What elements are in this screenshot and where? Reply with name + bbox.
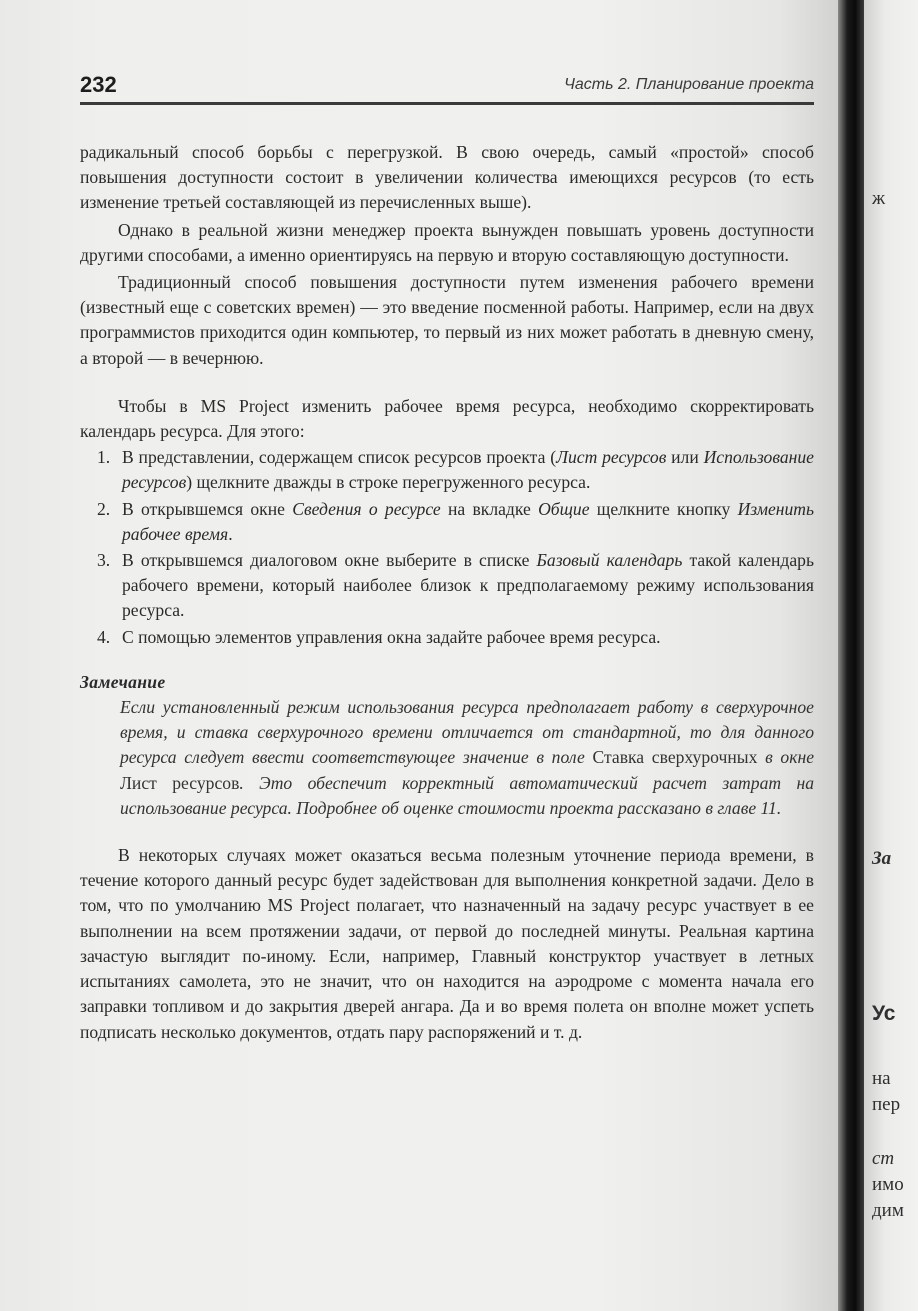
list-item [122, 445, 814, 495]
note-text-a: Если установленный режим использования ресурса предполагает работу в сверхурочное время, и ставка сверхурочного времени отличается от стандартной, то для данного ресурса следует ввести соответствующее значение в поле [120, 697, 814, 768]
step-1-term-b: Использование ресурсов [122, 447, 814, 493]
note-field-name: Ставка сверхурочных [592, 747, 758, 768]
note-text-c: . Это обеспечит корректный автоматический расчет затрат на использование ресурса. Подробнее об оценке стоимости проекта рассказано в главе 11. [120, 772, 814, 818]
step-1-text-b: или [666, 447, 704, 468]
step-3-term-a: Базовый календарь [536, 550, 683, 571]
paragraph-5: В некоторых случаях может оказаться весьма полезным уточнение периода времени, в течение которого данный ресурс будет задействован для выполнения конкретной задачи. Дело в том, что по умолчанию MS Project полагает, что назначенный на задачу ресурс участвует в ее выполнении на всем протяжении задачи, от первой до последней минуты. Реальная картина зачастую выглядит по-иному. Если, например, Главный конструктор участвует в летных испытаниях самолета, это не значит, что он находится на аэродроме с момента начала его заправки топливом и до закрытия дверей ангара. Да и во время полета он вполне может успеть подписать несколько документов, отдать пару распоряжений и т. д. [80, 845, 814, 1042]
next-page-fragment: на [872, 1068, 891, 1089]
step-2-text-c: щелкните кнопку [589, 498, 738, 519]
step-2-text-a: В открывшемся окне [122, 498, 293, 519]
note-text-b: в окне [757, 747, 814, 768]
list-item [122, 548, 814, 624]
step-2-text-b: на вкладке [440, 498, 539, 519]
header-rule [80, 102, 814, 105]
step-1-text-a: В представлении, содержащем список ресурсов проекта ( [122, 447, 557, 468]
next-page-fragment: Ус [872, 1002, 896, 1025]
book-gutter [838, 0, 864, 1311]
next-page-fragment: ж [872, 188, 886, 209]
page-header [80, 70, 814, 104]
step-2-term-b: Общие [538, 498, 590, 519]
step-2-term-c: Изменить рабочее время [122, 498, 814, 544]
step-3-text-a: В открывшемся диалоговом окне выберите в списке [122, 550, 537, 571]
paragraph-3: Традиционный способ повышения доступности путем изменения рабочего времени (известный еще с советских времен) — это введение посменной работы. Например, если на двух программистов приходится один компьютер, то первый из них может работать в дневную смену, а второй — в вечернюю. [80, 272, 814, 368]
next-page-fragment: пер [872, 1094, 901, 1115]
next-page-fragment: дим [872, 1200, 904, 1221]
next-page-fragment: ст [872, 1148, 895, 1169]
running-head: Часть 2. Планирование проекта [564, 76, 814, 93]
next-page-edge [864, 0, 918, 1311]
page-number: 232 [80, 72, 117, 97]
list-item [122, 497, 814, 547]
paragraph-4: Чтобы в MS Project изменить рабочее время ресурса, необходимо скорректировать календарь ресурса. Для этого: [80, 395, 814, 442]
page-body [80, 140, 814, 1045]
steps-list [80, 445, 814, 650]
note-title: Замечание [80, 671, 166, 692]
step-4-text-a: С помощью элементов управления окна задайте рабочее время ресурса. [122, 626, 661, 647]
note-window-name: Лист ресурсов [120, 772, 240, 793]
step-1-term-a: Лист ресурсов [556, 447, 667, 468]
step-3-text-b: такой календарь рабочего времени, который наиболее близок к предполагаемому режиму использования ресурса. [122, 550, 814, 621]
list-item [122, 625, 814, 650]
next-page-fragment: имо [872, 1174, 904, 1195]
paragraph-2: Однако в реальной жизни менеджер проекта вынужден повышать уровень доступности другими способами, а именно ориентируясь на первую и вторую составляющую доступности. [80, 219, 814, 265]
step-2-text-d: . [228, 523, 233, 544]
paragraph-1: радикальный способ борьбы с перегрузкой. В свою очередь, самый «простой» способ повышения доступности состоит в увеличении количества имеющихся ресурсов (то есть изменение третьей составляющей из перечисленных выше). [80, 142, 814, 213]
step-2-term-a: Сведения о ресурсе [292, 498, 441, 519]
step-1-text-c: ) щелкните дважды в строке перегруженного ресурса. [186, 472, 591, 493]
note-body [120, 695, 814, 821]
next-page-fragment: За [872, 848, 892, 869]
